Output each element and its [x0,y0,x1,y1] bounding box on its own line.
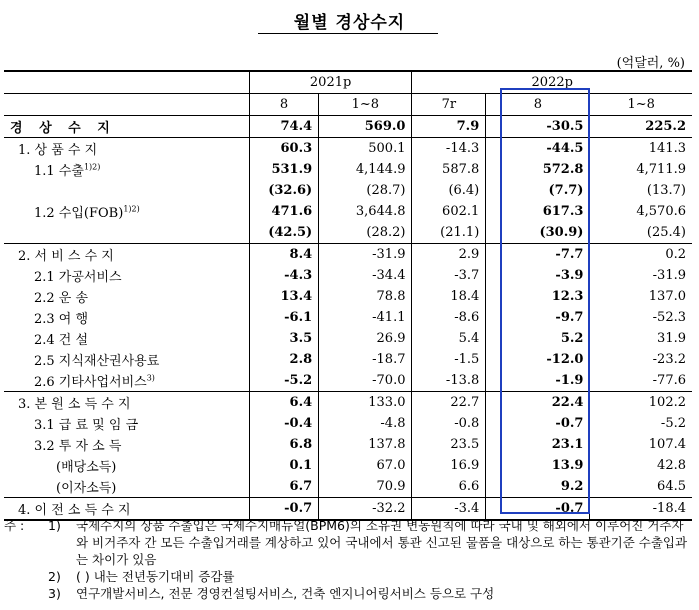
footnote-2 [4,568,694,585]
footnote-text: ( ) 내는 전년동기대비 증감률 [76,569,235,584]
table-cell: 133.0 [319,392,412,414]
row-label [4,159,249,180]
table-cell: (28.7) [319,180,412,201]
table-cell: -44.5 [486,138,590,160]
table-cell: -30.5 [486,116,590,138]
table-cell: -0.4 [249,413,318,434]
current-account-table [4,70,692,521]
table-cell: -14.3 [412,138,486,160]
table-cell: -4.8 [319,413,412,434]
row-label [4,244,249,266]
table-cell: 3.5 [249,328,318,349]
header-corner [4,94,249,116]
title-underline [258,33,438,34]
row-label-text: 2.3 여 행 [34,312,89,327]
footnote-number: 2) [48,569,61,584]
row-label [4,265,249,286]
footnote-lead: 주 : [4,518,25,533]
table-row [4,349,692,370]
footnote-1 [4,517,694,568]
row-label [4,222,249,244]
table-row [4,286,692,307]
row-label-text: 2.4 건 설 [34,333,89,348]
table-cell: 6.6 [412,476,486,498]
unit-label: (억달러, %) [616,56,685,71]
footnote-number: 1) [48,518,61,533]
header-column-row [4,94,692,116]
table-cell: -70.0 [319,370,412,392]
table-cell: 2.9 [412,244,486,266]
row-label [4,138,249,160]
table-cell: 42.8 [590,455,692,476]
table-row [4,392,692,414]
table-cell: 74.4 [249,116,318,138]
table-cell: -12.0 [486,349,590,370]
table-cell: -9.7 [486,307,590,328]
table-cell: (7.7) [486,180,590,201]
table-cell: 7.9 [412,116,486,138]
table-cell: (42.5) [249,222,318,244]
table-row [4,265,692,286]
table-cell: 225.2 [590,116,692,138]
table-cell: -52.3 [590,307,692,328]
table-row [4,434,692,455]
table-cell: 78.8 [319,286,412,307]
header-year-2022: 2022p [412,71,692,94]
table-cell: 6.7 [249,476,318,498]
header-col: 7r [412,94,486,116]
row-label-footnote-mark: 1)2) [83,162,101,172]
table-cell: 22.7 [412,392,486,414]
table-cell: -0.7 [249,498,318,521]
table-cell: 4,711.9 [590,159,692,180]
row-label-footnote-mark: 3) [146,373,155,383]
table-row [4,222,692,244]
row-label-text: 2.5 지식재산권사용료 [34,354,160,369]
footnote-3 [4,585,694,602]
table-cell: -0.7 [486,413,590,434]
table-cell: -31.9 [590,265,692,286]
table-cell: -5.2 [249,370,318,392]
table-cell: -13.8 [412,370,486,392]
row-label-text: 1. 상 품 수 지 [18,143,98,158]
table-row [4,159,692,180]
table-cell: -3.4 [412,498,486,521]
row-label [4,476,249,498]
row-label-text: 4. 이 전 소 득 수 지 [18,503,131,518]
row-label-text: 1.1 수출 [34,164,84,179]
header-year-2021: 2021p [249,71,412,94]
table-cell: -1.5 [412,349,486,370]
row-label [4,307,249,328]
row-label-text: 1.2 수입(FOB) [34,206,124,221]
table-cell: -23.2 [590,349,692,370]
row-label [4,413,249,434]
row-label-text: 2.6 기타사업서비스 [34,375,147,390]
row-label-text: 3. 본 원 소 득 수 지 [18,397,131,412]
table-row [4,180,692,201]
table-cell: 13.4 [249,286,318,307]
table-cell: -7.7 [486,244,590,266]
table-cell: 3,644.8 [319,201,412,222]
row-label [4,116,249,138]
row-label-footnote-mark: 1)2) [123,204,140,214]
table-cell: 4,144.9 [319,159,412,180]
table-cell: -5.2 [590,413,692,434]
table-cell: 22.4 [486,392,590,414]
table-row [4,328,692,349]
table-row [4,455,692,476]
table-cell: -32.2 [319,498,412,521]
header-col: 8 [249,94,318,116]
table-cell: (30.9) [486,222,590,244]
header-corner [4,71,249,94]
row-label [4,180,249,201]
footnote-number: 3) [48,586,61,601]
table-cell: 12.3 [486,286,590,307]
table-cell: (21.1) [412,222,486,244]
table-cell: -18.7 [319,349,412,370]
table-cell: 471.6 [249,201,318,222]
table-cell: 18.4 [412,286,486,307]
table-cell: -0.7 [486,498,590,521]
row-label [4,455,249,476]
table-cell: -41.1 [319,307,412,328]
row-label-text: 경 상 수 지 [10,121,116,136]
table-row [4,116,692,138]
table-cell: -4.3 [249,265,318,286]
row-label [4,434,249,455]
table-cell: -1.9 [486,370,590,392]
table-cell: 64.5 [590,476,692,498]
table-cell: 8.4 [249,244,318,266]
row-label-text: 2. 서 비 스 수 지 [18,249,114,264]
table-cell: 2.8 [249,349,318,370]
table-cell: 141.3 [590,138,692,160]
table-cell: 569.0 [319,116,412,138]
table-cell: -34.4 [319,265,412,286]
table-cell: 4,570.6 [590,201,692,222]
table-cell: (32.6) [249,180,318,201]
table-cell: 16.9 [412,455,486,476]
table-cell: 107.4 [590,434,692,455]
table-cell: 602.1 [412,201,486,222]
header-col: 8 [486,94,590,116]
table-cell: 531.9 [249,159,318,180]
row-label-text: 3.2 투 자 소 득 [34,439,122,454]
table-row [4,370,692,392]
table-cell: 23.1 [486,434,590,455]
table-row [4,413,692,434]
row-label-text: 3.1 급 료 및 임 금 [34,418,139,433]
table-row [4,476,692,498]
footnotes [4,517,694,602]
table-cell: -3.9 [486,265,590,286]
table-cell: -31.9 [319,244,412,266]
row-label [4,328,249,349]
row-label [4,286,249,307]
header-col: 1~8 [319,94,412,116]
row-label [4,349,249,370]
footnote-text: 연구개발서비스, 전문 경영컨설팅서비스, 건축 엔지니어링서비스 등으로 구성 [76,586,495,601]
table-cell: 0.1 [249,455,318,476]
table-cell: 9.2 [486,476,590,498]
header-col: 1~8 [590,94,692,116]
row-label [4,201,249,222]
table-cell: -8.6 [412,307,486,328]
table-row [4,244,692,266]
footnote-text: 국제수지의 상품 수출입은 국제수지매뉴얼(BPM6)의 소유권 변동원칙에 따라 국내 및 해외에서 이루어진 거주자와 비거주자 간 모든 수출입거래를 계상하고 있어 국내에서 통관 신고된 물품을 대상으로 하는 통관기준 수출입과는 차이가 있음 [76,518,688,567]
table-cell: 5.2 [486,328,590,349]
table-cell: 5.4 [412,328,486,349]
table-cell: 137.0 [590,286,692,307]
table-cell: 572.8 [486,159,590,180]
table-cell: -18.4 [590,498,692,521]
table-row [4,201,692,222]
table-cell: 70.9 [319,476,412,498]
table-cell: -77.6 [590,370,692,392]
table-cell: (6.4) [412,180,486,201]
table-cell: (13.7) [590,180,692,201]
table-cell: 500.1 [319,138,412,160]
table-cell: 587.8 [412,159,486,180]
table-cell: 137.8 [319,434,412,455]
row-label-text: 2.2 운 송 [34,291,89,306]
table-cell: 67.0 [319,455,412,476]
table-cell: 26.9 [319,328,412,349]
table-cell: -6.1 [249,307,318,328]
table-cell: -0.8 [412,413,486,434]
table-cell: 23.5 [412,434,486,455]
table-cell: 102.2 [590,392,692,414]
table-cell: -3.7 [412,265,486,286]
table-row [4,138,692,160]
row-label [4,370,249,392]
page-title: 월별 경상수지 [293,13,406,33]
table-cell: 617.3 [486,201,590,222]
row-label-text: (배당소득) [56,460,117,475]
table-cell: 6.4 [249,392,318,414]
table-cell: 6.8 [249,434,318,455]
table-cell: (25.4) [590,222,692,244]
table-cell: 60.3 [249,138,318,160]
row-label-text: (이자소득) [56,481,117,496]
row-label-text: 2.1 가공서비스 [34,270,122,285]
table-row [4,307,692,328]
row-label [4,392,249,414]
table-cell: (28.2) [319,222,412,244]
table-cell: 31.9 [590,328,692,349]
table-cell: 13.9 [486,455,590,476]
table-cell: 0.2 [590,244,692,266]
header-group-row [4,71,692,94]
